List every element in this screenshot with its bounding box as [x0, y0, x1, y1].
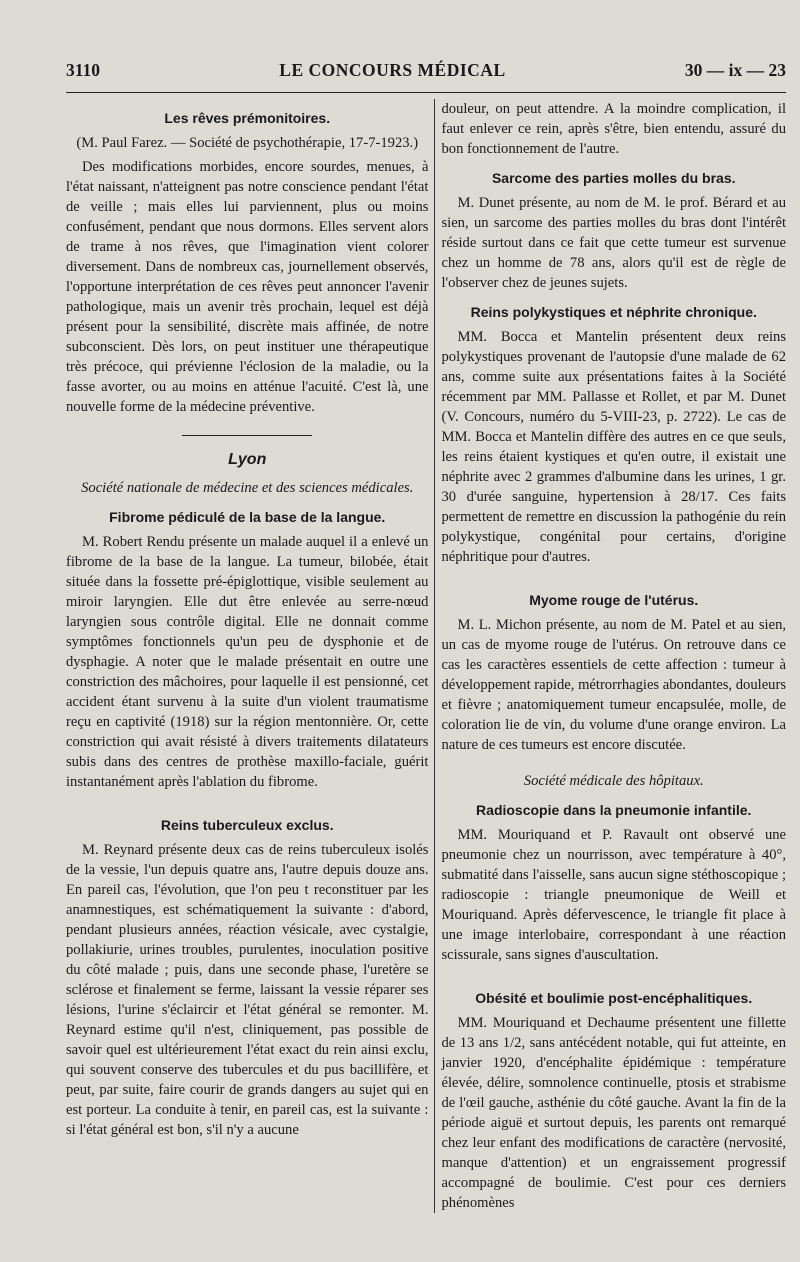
- column-rule: [434, 99, 435, 1213]
- right-column: [441, 99, 786, 1213]
- section-separator: [182, 435, 312, 436]
- article-reference-farez: (M. Paul Farez. — Société de psychothérapie, 17-7-1923.): [76, 135, 419, 151]
- article-body-fibrome: M. Robert Rendu présente un malade auquel il a enlevé un fibrome de la base de la langue. La tumeur, bilobée, était située dans la fossette pré-épiglottique, visible seulement au miroir laryngien. Elle dut être enlevée au serre-nœud laryngien sous contrôle digital. Elle ne donnait comme symptômes fonctionnels qu'un peu de dysphonie et de dysphagie. A noter que le malade présentait en outre une constriction des mâchoires, pour laquelle il est pensionné, cet accident étant survenu à la suite d'un violent traumatisme reçu en captivité (1918) sur la région mentonnière. Or, cette constriction qui avait résisté à divers traitements dilatateurs subis dans des centres de prothèse maxillo-faciale, guérit instantanément après l'ablation du fibrome.: [66, 534, 429, 790]
- article-body-reins-polykystiques: MM. Bocca et Mantelin présentent deux reins polykystiques provenant de l'autopsie d'une malade de 62 ans, comme suite aux présentations faites à la Société récemment par MM. Pallasse et Rollet, et par M. Dunet (V. Concours, numéro du 5-VIII-23, p. 2722). Le cas de MM. Bocca et Mantelin diffère des autres en ce que seuls, les reins étaient kystiques et qu'en outre, il existait une néphrite avec 2 grammes d'albumine dans les urines, 1 gr. 30 d'urée sanguine, hypertension à 28/17. Ces faits permettent de remettre en discussion la pathogénie du rein polykystique, congénital pour certains, d'origine néphritique pour d'autres.: [441, 329, 787, 565]
- article-body-myome: M. L. Michon présente, au nom de M. Patel et au sien, un cas de myome rouge de l'utérus. On retrouve dans ce cas les caractères essentiels de cette affection : tumeur à développement rapide, métrorrhagies abondantes, douleurs et fièvre ; anatomiquement tumeur encapsulée, molle, de coloration lie de vin, du volume d'une orange environ. La nature de ces tumeurs est encore discutée.: [441, 617, 787, 753]
- issue-date: 30 — ix — 23: [684, 60, 786, 80]
- article-title-myome: Myome rouge de l'utérus.: [529, 592, 699, 608]
- article-title-reins-polykystiques: Reins polykystiques et néphrite chronique.: [470, 304, 757, 320]
- article-body-sarcome: M. Dunet présente, au nom de M. le prof. Bérard et au sien, un sarcome des parties molles du bras dont l'intérêt réside surtout dans ce fait que cette tumeur est survenue chez un homme de 78 ans, alors qu'il est de règle de l'observer chez de jeunes sujets.: [441, 195, 787, 291]
- article-title-reves: Les rêves prémonitoires.: [164, 110, 331, 126]
- article-title-reins-tuberculeux: Reins tuberculeux exclus.: [160, 817, 334, 833]
- spacer: [66, 792, 428, 806]
- article-title-sarcome: Sarcome des parties molles du bras.: [491, 170, 736, 186]
- article-body-obesite: MM. Mouriquand et Dechaume présentent une fillette de 13 ans 1/2, sans antécédent notable, qui fut atteinte, en janvier 1920, d'encéphalite épidémique : température élevée, délire, somnolence continuelle, ptosis et strabisme de l'œil gauche, asthénie du côté gauche. Avant la fin de la période aiguë et surtout depuis, les parents ont remarqué chez leur enfant des modifications de caractère (nervosité, manque d'attention) et un engraissement progressif accompagné de boulimie. C'est pour ces derniers phénomènes: [441, 1015, 787, 1211]
- running-header: [66, 60, 786, 93]
- article-title-fibrome: Fibrome pédiculé de la base de la langue.: [109, 509, 386, 525]
- article-title-radioscopie: Radioscopie dans la pneumonie infantile.: [476, 802, 752, 818]
- article-body-reves: Des modifications morbides, encore sourdes, menues, à l'état naissant, n'atteignent pas notre conscience pendant l'état de veille ; mais elles lui parviennent, plus ou moins confusément, pendant que nous dormons. Elles servent alors de trame à nos rêves, que l'imagination vient colorer diversement. Dans de nombreux cas, journellement observés, l'opportune interprétation de ces rêves peut annoncer l'avenir pathologique, mais un avenir très prochain, lequel est déjà présent pour la sensibilité, discrète mais affinée, de notre subconscient. Dès lors, on peut instituer une thérapeutique très précoce, qui prévienne l'éclosion de la maladie, ou la fasse avorter, ou au moins en atténue l'acuité. C'est là, une nouvelle forme de la médecine préventive.: [66, 159, 429, 415]
- page-number: 3110: [66, 60, 101, 80]
- left-column: [66, 99, 428, 1213]
- city-heading: Lyon: [228, 451, 267, 468]
- spacer: [441, 567, 786, 581]
- article-body-reins-tuberculeux-continued: douleur, on peut attendre. A la moindre complication, il faut enlever ce rein, après s'être, bien entendu, assuré du bon fonctionnement de l'autre.: [441, 101, 787, 157]
- society-heading: Société nationale de médecine et des sciences médicales.: [81, 480, 414, 496]
- two-column-body: [66, 99, 786, 1213]
- society-heading-hopitaux: Société médicale des hôpitaux.: [523, 773, 704, 789]
- journal-title: LE CONCOURS MÉDICAL: [279, 60, 506, 80]
- spacer: [441, 965, 786, 979]
- article-body-reins-tuberculeux: M. Reynard présente deux cas de reins tuberculeux isolés de la vessie, l'un depuis quatre ans, l'autre depuis douze ans. En pareil cas, l'évolution, que l'on peu t reconstituer par les anamnestiques, est schématiquement la suivante : d'abord, pendant plusieurs années, réaction vésicale, avec cystalgie, pollakiurie, urines troubles, purulentes, inoculation positive du côté malade ; puis, dans une seconde phase, l'uretère se sclérose et finalement se ferme, laissant la vessie réparer ses lésions, l'urine s'éclaircir et l'état général se remonter. M. Reynard estime qu'il n'est, cliniquement, pas possible de savoir quel est ultérieurement l'état exact du rein ainsi exclu, qui souvent conserve des tubercules et du pus bacillifère, et peut, par suite, faire courir de grands dangers au sujet qui en est porteur. La conduite à tenir, en pareil cas, est la suivante : si l'état général est bon, s'il n'y a aucune: [66, 842, 429, 1138]
- article-body-radioscopie: MM. Mouriquand et P. Ravault ont observé une pneumonie chez un nourrisson, avec température à 40°, submatité dans l'aisselle, sans aucun signe stéthoscopique ; radioscopie : triangle pneumonique de Weill et Mouriquand. Après défervescence, le triangle fit place à une image interlobaire, correspondant à une réaction scissurale, sans signes d'auscultation.: [441, 827, 787, 963]
- article-title-obesite: Obésité et boulimie post-encéphalitiques.: [475, 990, 753, 1006]
